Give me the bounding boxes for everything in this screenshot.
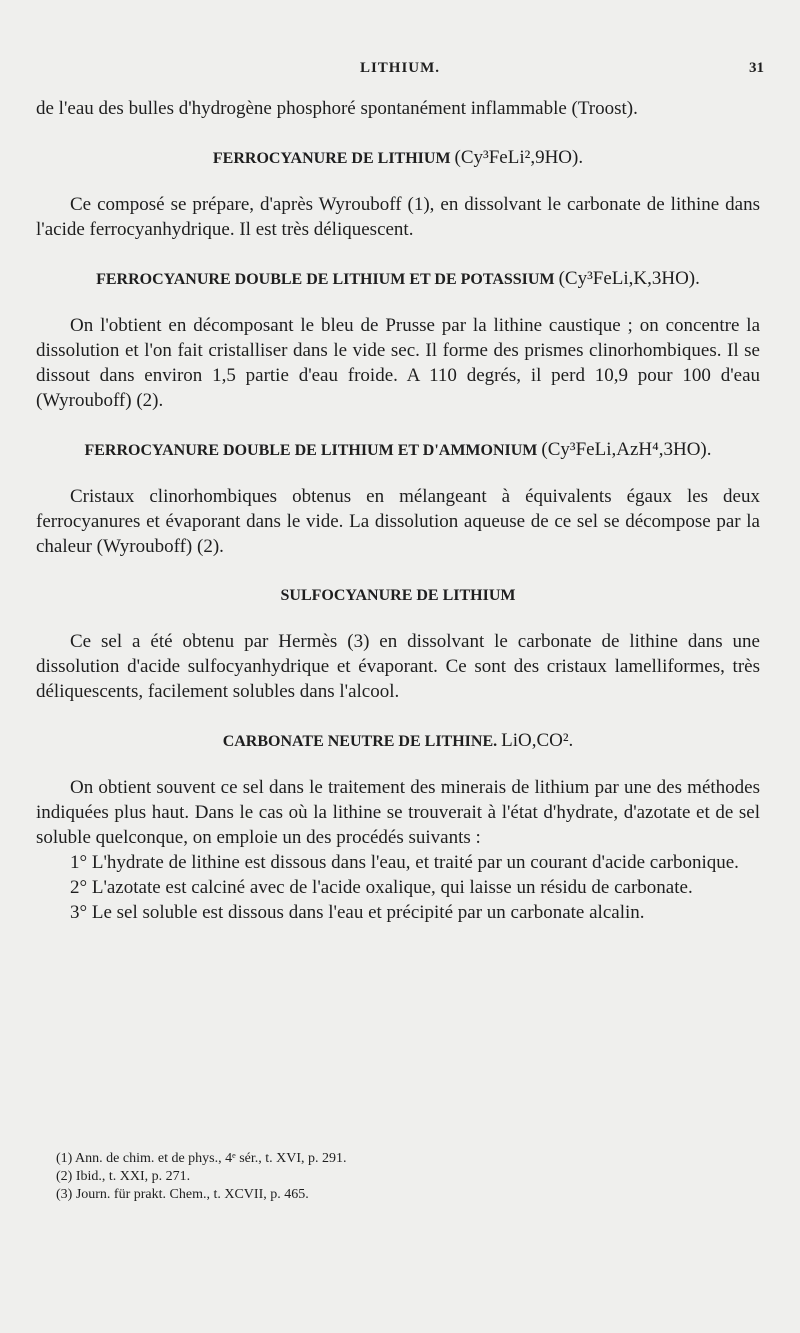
list-item: 3° Le sel soluble est dissous dans l'eau et précipité par un carbonate alcalin. <box>70 902 645 923</box>
heading-formula: LiO,CO². <box>501 730 574 751</box>
heading-text: SULFOCYANURE DE LITHIUM <box>280 587 516 604</box>
running-title: LITHIUM. <box>359 60 441 76</box>
section-heading-sulfocyanure <box>36 581 760 611</box>
paragraph: Ce sel a été obtenu par Hermès (3) en dissolvant le carbonate de lithine dans une dissolution d'acide sulfocyanhydrique et évaporant. Ce sont des cristaux lamelliformes, très déliquescents, facilement solubles dans l'alcool. <box>36 631 760 702</box>
page-number: 31 <box>749 60 764 76</box>
section-heading-ferrocyanure-potassium <box>36 264 760 295</box>
paragraph: Cristaux clinorhombiques obtenus en mélangeant à équivalents égaux les deux ferrocyanures et évaporant dans le vide. La dissolution aqueuse de ce sel se décompose par la chaleur (Wyrouboff) (2). <box>36 486 760 557</box>
section-heading-ferrocyanure-ammonium <box>36 435 760 466</box>
running-header <box>0 60 800 82</box>
heading-text: FERROCYANURE DOUBLE DE LITHIUM ET D'AMMONIUM <box>84 442 538 459</box>
section-heading-ferrocyanure <box>36 143 760 174</box>
footnote: (3) Journ. für prakt. Chem., t. XCVII, p. 465. <box>56 1187 309 1202</box>
list-item: 2° L'azotate est calciné avec de l'acide oxalique, qui laisse un résidu de carbonate. <box>70 877 693 898</box>
heading-formula: (Cy³FeLi,K,3HO). <box>558 268 700 289</box>
footnote: (1) Ann. de chim. et de phys., 4ᵉ sér., t. XVI, p. 291. <box>56 1151 347 1166</box>
heading-formula: (Cy³FeLi,AzH⁴,3HO). <box>541 439 712 460</box>
footnotes <box>56 1150 756 1204</box>
heading-text: FERROCYANURE DOUBLE DE LITHIUM ET DE POTASSIUM <box>96 271 555 288</box>
list-item: 1° L'hydrate de lithine est dissous dans l'eau, et traité par un courant d'acide carbonique. <box>70 852 739 873</box>
heading-text: CARBONATE NEUTRE DE LITHINE. <box>222 733 498 750</box>
paragraph: On l'obtient en décomposant le bleu de Prusse par la lithine caustique ; on concentre la dissolution et l'on fait cristalliser dans le vide sec. Il forme des prismes clinorhombiques. Il se dissout dans environ 1,5 partie d'eau froide. A 110 degrés, il perd 10,9 pour 100 d'eau (Wyrouboff) (2). <box>36 315 760 411</box>
footnote: (2) Ibid., t. XXI, p. 271. <box>56 1169 191 1184</box>
intro-line: de l'eau des bulles d'hydrogène phosphoré spontanément inflammable (Troost). <box>36 98 638 119</box>
section-heading-carbonate <box>36 726 760 757</box>
paragraph: On obtient souvent ce sel dans le traitement des minerais de lithium par une des méthodes indiquées plus haut. Dans le cas où la lithine se trouverait à l'état d'hydrate, d'azotate et de sel soluble quelconque, on emploie un des procédés suivants : <box>36 777 760 848</box>
heading-text: FERROCYANURE DE LITHIUM <box>212 150 451 167</box>
heading-formula: (Cy³FeLi²,9HO). <box>454 147 584 168</box>
paragraph: Ce composé se prépare, d'après Wyrouboff (1), en dissolvant le carbonate de lithine dans l'acide ferrocyanhydrique. Il est très déliquescent. <box>36 194 760 240</box>
page-body <box>36 96 760 925</box>
